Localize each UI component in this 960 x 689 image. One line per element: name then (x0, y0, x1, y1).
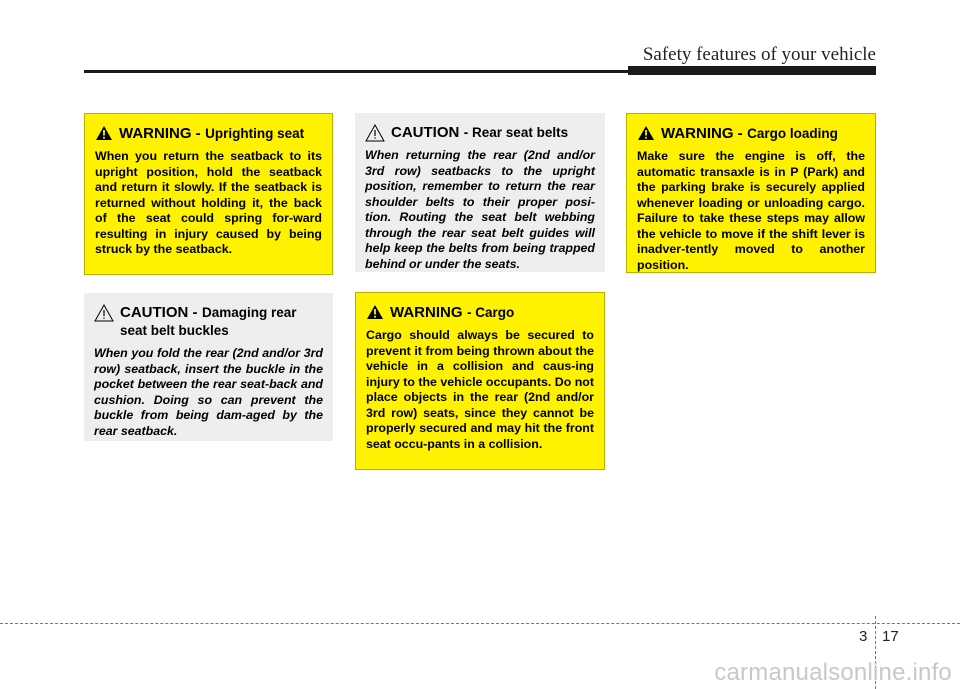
warning-body: When you return the seatback to its upright position, hold the seatback and return it slowly. If the seatback is returned without holding it, the back of the seat could spring for-ward resulting in injury caused by being struck by the seatback. (95, 149, 322, 256)
warning-box-cargo-loading (626, 113, 876, 273)
caution-label: CAUTION (391, 124, 460, 141)
footer-rule (0, 623, 960, 624)
header-accent-bar (628, 66, 876, 75)
warning-triangle-icon (637, 125, 655, 141)
page-number: 17 (882, 628, 899, 645)
caution-triangle-icon (94, 304, 114, 322)
warning-triangle-icon (366, 304, 384, 320)
warning-box-uprighting-seat (84, 113, 333, 275)
caution-box-rear-seat-belts (355, 113, 605, 272)
warning-triangle-icon (95, 125, 113, 141)
warning-title (366, 304, 594, 322)
warning-title (95, 125, 322, 143)
warning-box-cargo (355, 292, 605, 470)
caution-title (94, 304, 323, 340)
caution-body: When you fold the rear (2nd and/or 3rd row) seatback, insert the buckle in the pocket between the rear seat-back and cushion. Doing so can prevent the buckle from being dam-aged by the rear seatback. (94, 346, 323, 438)
caution-subtitle: Damaging rear seat belt buckles (120, 305, 297, 338)
caution-subtitle: - Rear seat belts (463, 125, 569, 140)
warning-label: WARNING (390, 304, 463, 321)
caution-box-seat-belt-buckles (84, 293, 333, 441)
warning-body: Cargo should always be secured to prevent it from being thrown about the vehicle in a collision and caus-ing injury to the vehicle occupants. Do not place objects in the rear (2nd and/or 3rd row) seats, since they cannot be properly secured and may hit the front seat occu-pants in a collision. (366, 328, 594, 451)
warning-label: WARNING - (119, 125, 201, 142)
warning-subtitle: Cargo loading (747, 126, 838, 141)
warning-subtitle: - Cargo (466, 305, 515, 320)
watermark: carmanualsonline.info (714, 659, 952, 686)
warning-subtitle: Uprighting seat (205, 126, 305, 141)
warning-title (637, 125, 865, 143)
warning-body: Make sure the engine is off, the automatic transaxle is in P (Park) and the parking brake is securely applied whenever loading or unloading cargo. Failure to take these steps may allow the vehicle to move if the shift lever is inadver-tently moved to another position. (637, 149, 865, 272)
caution-body: When returning the rear (2nd and/or 3rd row) seatbacks to the upright position, remember to return the rear shoulder belts to their proper posi-tion. Routing the seat belt webbing through the rear seat belt guides will help keep the belts from being trapped behind or under the seats. (365, 148, 595, 271)
page-header-title: Safety features of your vehicle (642, 44, 876, 65)
chapter-number: 3 (859, 628, 868, 645)
caution-triangle-icon (365, 124, 385, 142)
caution-label: CAUTION - (120, 304, 198, 321)
warning-label: WARNING - (661, 125, 743, 142)
caution-title (365, 124, 595, 142)
